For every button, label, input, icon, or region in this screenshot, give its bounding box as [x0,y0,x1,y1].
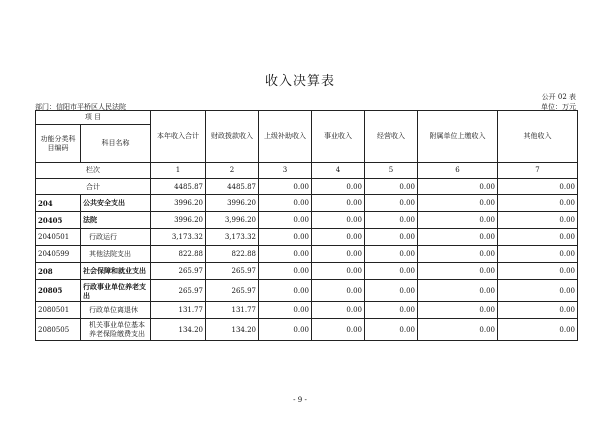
row-code: 20405 [36,212,81,229]
table-row [36,246,578,263]
cell-value: 0.00 [418,212,498,229]
col-number: 6 [418,163,498,179]
cell-value: 0.00 [365,280,418,302]
cell-value: 0.00 [259,280,312,302]
cell-value: 0.00 [312,179,365,195]
cell-value: 0.00 [365,212,418,229]
page-number: - 9 - [293,396,307,404]
cell-value: 0.00 [365,195,418,212]
cell-value: 3996.20 [206,195,259,212]
cell-value: 0.00 [259,195,312,212]
unit-label: 单位：万元 [541,103,576,111]
cell-value: 3,996.20 [206,212,259,229]
cell-value: 0.00 [365,302,418,319]
cell-value: 0.00 [259,229,312,246]
cell-value: 0.00 [498,179,578,195]
cell-value: 0.00 [418,302,498,319]
cell-value: 0.00 [312,195,365,212]
cell-value: 0.00 [498,229,578,246]
cell-value: 0.00 [498,302,578,319]
table-row [36,263,578,280]
row-code: 2040599 [36,246,81,263]
table-row [36,280,578,302]
col-number: 7 [498,163,578,179]
cell-value: 265.97 [151,263,206,280]
cell-value: 0.00 [418,263,498,280]
row-name: 机关事业单位基本养老保险缴费支出 [81,319,151,341]
cell-value: 265.97 [151,280,206,302]
row-code: 2080505 [36,319,81,341]
cell-value: 0.00 [259,302,312,319]
table-row [36,195,578,212]
cell-value: 265.97 [206,263,259,280]
cell-value: 0.00 [498,319,578,341]
row-name: 公共安全支出 [81,195,151,212]
col-number: 1 [151,163,206,179]
cell-value: 3,173.32 [206,229,259,246]
cell-value: 0.00 [498,246,578,263]
page-title: 收入决算表 [264,74,335,89]
cell-value: 0.00 [312,246,365,263]
table-row [36,229,578,246]
cell-value: 3996.20 [151,195,206,212]
header-col-2: 财政拨款收入 [206,111,259,163]
cell-value: 0.00 [498,195,578,212]
row-code: 204 [36,195,81,212]
cell-value: 3996.20 [151,212,206,229]
cell-value: 0.00 [418,229,498,246]
cell-value: 0.00 [312,319,365,341]
cell-value: 4485.87 [151,179,206,195]
department-label: 部门：信阳市平桥区人民法院 [35,103,126,111]
cell-value: 0.00 [259,212,312,229]
table-row [36,302,578,319]
cell-value: 0.00 [312,302,365,319]
cell-value: 134.20 [151,319,206,341]
total-label: 合计 [36,179,151,195]
row-name: 法院 [81,212,151,229]
header-subject-name: 科目名称 [81,125,151,163]
header-col-4: 事业收入 [312,111,365,163]
header-item: 项 目 [36,111,151,125]
table-row [36,319,578,341]
table-row [36,212,578,229]
row-code: 2040501 [36,229,81,246]
header-col-1: 本年收入合计 [151,111,206,163]
cell-value: 0.00 [498,263,578,280]
cell-value: 822.88 [206,246,259,263]
cell-value: 134.20 [206,319,259,341]
cell-value: 0.00 [418,246,498,263]
cell-value: 0.00 [312,280,365,302]
header-col-6: 附属单位上缴收入 [418,111,498,163]
header-func-code: 功能分类科目编码 [36,125,81,163]
cell-value: 0.00 [365,246,418,263]
cell-value: 0.00 [312,229,365,246]
row-code: 20805 [36,280,81,302]
cell-value: 265.97 [206,280,259,302]
col-number: 5 [365,163,418,179]
form-number: 公开 02 表 [541,93,576,101]
cell-value: 0.00 [259,246,312,263]
header-col-3: 上级补助收入 [259,111,312,163]
row-code: 2080501 [36,302,81,319]
cell-value: 4485.87 [206,179,259,195]
total-row [36,179,578,195]
cell-value: 822.88 [151,246,206,263]
cell-value: 0.00 [365,229,418,246]
row-index-label: 栏次 [36,163,151,179]
cell-value: 3,173.32 [151,229,206,246]
cell-value: 0.00 [259,263,312,280]
cell-value: 0.00 [418,280,498,302]
cell-value: 0.00 [365,319,418,341]
row-name: 行政事业单位养老支出 [81,280,151,302]
cell-value: 0.00 [312,263,365,280]
cell-value: 131.77 [206,302,259,319]
row-name: 其他法院支出 [81,246,151,263]
cell-value: 0.00 [498,212,578,229]
cell-value: 0.00 [312,212,365,229]
col-number: 4 [312,163,365,179]
col-number: 2 [206,163,259,179]
header-col-5: 经营收入 [365,111,418,163]
cell-value: 0.00 [259,179,312,195]
cell-value: 0.00 [498,280,578,302]
row-name: 社会保障和就业支出 [81,263,151,280]
cell-value: 0.00 [418,179,498,195]
row-name: 行政单位离退休 [81,302,151,319]
cell-value: 0.00 [418,319,498,341]
cell-value: 0.00 [365,263,418,280]
row-code: 208 [36,263,81,280]
cell-value: 0.00 [418,195,498,212]
cell-value: 0.00 [259,319,312,341]
col-number: 3 [259,163,312,179]
row-name: 行政运行 [81,229,151,246]
header-col-7: 其他收入 [498,111,578,163]
cell-value: 131.77 [151,302,206,319]
cell-value: 0.00 [365,179,418,195]
income-table [35,110,578,341]
